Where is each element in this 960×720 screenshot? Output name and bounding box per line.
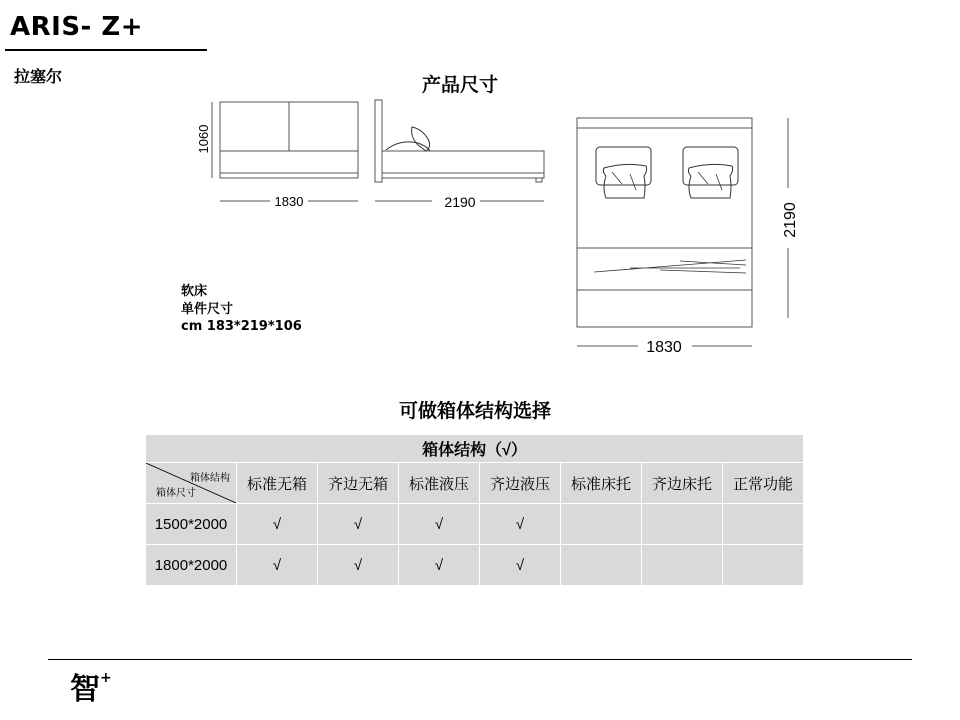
brand-underline [5, 49, 207, 51]
column-header: 齐边无箱 [318, 463, 399, 504]
footer-logo: 智+ [70, 670, 112, 707]
front-view-drawing [190, 95, 370, 215]
footer-divider [48, 659, 912, 660]
table-corner-cell [146, 463, 237, 504]
top-view-drawing [570, 110, 810, 360]
table-cell: √ [480, 504, 561, 545]
box-structure-table [145, 434, 804, 586]
table-cell [561, 504, 642, 545]
top-length-label: 2190 [782, 202, 799, 238]
table-cell: √ [480, 545, 561, 586]
corner-bottom-label: 箱体尺寸 [156, 488, 196, 499]
spec-size-value: cm 183*219*106 [181, 319, 302, 334]
table-row [146, 504, 804, 545]
table-row [146, 545, 804, 586]
table-cell: √ [399, 545, 480, 586]
table-cell [561, 545, 642, 586]
table-cell [642, 504, 723, 545]
table-cell [642, 545, 723, 586]
column-header: 标准液压 [399, 463, 480, 504]
row-size-cell: 1500*2000 [146, 504, 237, 545]
table-cell: √ [237, 545, 318, 586]
column-header: 齐边床托 [642, 463, 723, 504]
column-header: 正常功能 [723, 463, 804, 504]
row-size-cell: 1800*2000 [146, 545, 237, 586]
table-cell [723, 504, 804, 545]
top-width-label: 1830 [646, 339, 682, 356]
table-cell: √ [237, 504, 318, 545]
table-header: 箱体结构（√） [146, 435, 804, 463]
side-view-drawing [370, 95, 550, 215]
front-width-label: 1830 [274, 194, 304, 209]
spec-block [181, 283, 302, 336]
spec-type: 软床 [181, 284, 208, 299]
side-length-label: 2190 [444, 194, 476, 210]
spec-size-label: 单件尺寸 [181, 301, 234, 317]
table-cell [723, 545, 804, 586]
column-header: 标准床托 [561, 463, 642, 504]
column-header: 齐边液压 [480, 463, 561, 504]
brand-title: ARIS- Z+ [10, 12, 144, 42]
corner-top-label: 箱体结构 [190, 473, 230, 484]
product-name: 拉塞尔 [14, 67, 63, 86]
table-cell: √ [318, 545, 399, 586]
table-title: 可做箱体结构选择 [398, 400, 551, 422]
front-height-label: 1060 [196, 124, 211, 154]
table-cell: √ [318, 504, 399, 545]
dimensions-title: 产品尺寸 [421, 74, 498, 96]
table-cell: √ [399, 504, 480, 545]
column-header: 标准无箱 [237, 463, 318, 504]
